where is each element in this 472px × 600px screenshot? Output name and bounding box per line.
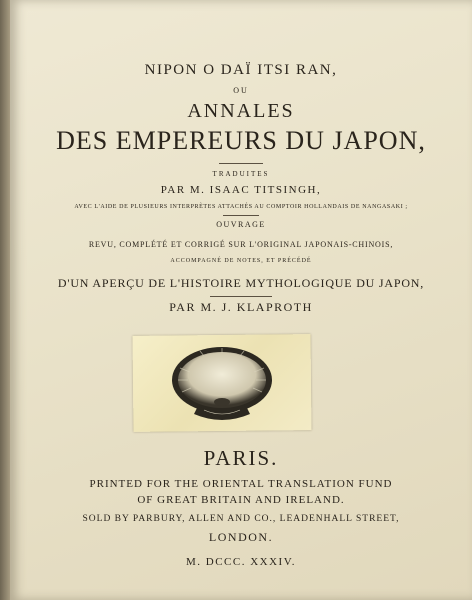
line-year: M. DCCC. XXXIV.: [185, 556, 296, 568]
line-city-london: LONDON.: [208, 530, 274, 544]
divider-rule: [219, 163, 263, 164]
line-printed-2: OF GREAT BRITAIN AND IRELAND.: [137, 494, 345, 506]
title-page: [10, 0, 472, 600]
line-ouvrage: OUVRAGE: [216, 220, 266, 229]
page-title: DES EMPEREURS DU JAPON,: [56, 126, 426, 155]
line-apercu: D'UN APERÇU DE L'HISTOIRE MYTHOLOGIQUE DU JAPON,: [57, 276, 425, 290]
divider-rule: [210, 296, 272, 297]
line-printed-1: PRINTED FOR THE ORIENTAL TRANSLATION FUND: [89, 478, 393, 490]
crest-seal-icon: [160, 340, 284, 426]
line-traduites: TRADUITES: [212, 170, 270, 178]
line-assist-note: AVEC L'AIDE DE PLUSIEURS INTERPRÈTES ATTACHÉS AU COMPTOIR HOLLANDAIS DE NANGASAKI ;: [74, 204, 408, 210]
line-translator: PAR M. ISAAC TITSINGH,: [160, 184, 322, 196]
divider-rule: [223, 215, 259, 216]
line-ou: OU: [233, 86, 249, 95]
line-accompanied: ACCOMPAGNÉ DE NOTES, ET PRÉCÉDÉ: [170, 258, 312, 264]
line-editor: PAR M. J. KLAPROTH: [169, 300, 313, 314]
line-annales: ANNALES: [187, 100, 295, 122]
line-nipon: NIPON O DAÏ ITSI RAN,: [144, 62, 338, 78]
line-revised: REVU, COMPLÉTÉ ET CORRIGÉ SUR L'ORIGINAL JAPONAIS-CHINOIS,: [88, 240, 394, 249]
line-city-paris: PARIS.: [203, 446, 279, 470]
line-sold-by: SOLD BY PARBURY, ALLEN AND CO., LEADENHALL STREET,: [82, 514, 400, 524]
